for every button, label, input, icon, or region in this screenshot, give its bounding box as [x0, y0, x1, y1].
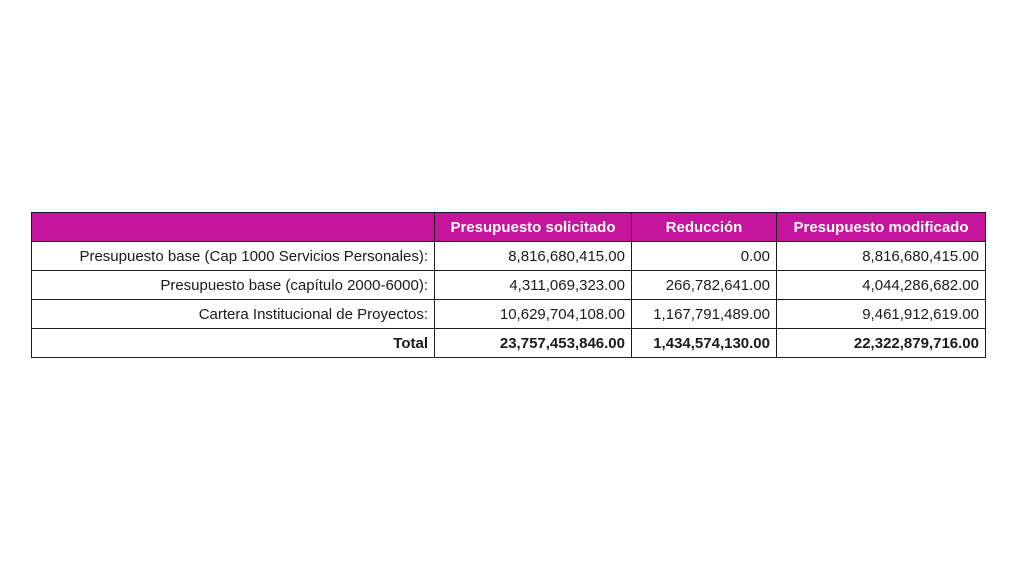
total-label: Total: [32, 329, 435, 358]
cell-modificado: 9,461,912,619.00: [777, 300, 986, 329]
total-modificado: 22,322,879,716.00: [777, 329, 986, 358]
cell-solicitado: 8,816,680,415.00: [435, 242, 632, 271]
cell-reduccion: 0.00: [632, 242, 777, 271]
total-row: [32, 329, 986, 358]
table-row: [32, 271, 986, 300]
table-row: [32, 242, 986, 271]
header-presupuesto-solicitado: Presupuesto solicitado: [435, 213, 632, 242]
table-row: [32, 300, 986, 329]
table-header: [32, 213, 986, 242]
cell-reduccion: 1,167,791,489.00: [632, 300, 777, 329]
cell-solicitado: 4,311,069,323.00: [435, 271, 632, 300]
cell-modificado: 4,044,286,682.00: [777, 271, 986, 300]
table-body: [32, 242, 986, 358]
row-label: Presupuesto base (Cap 1000 Servicios Personales):: [32, 242, 435, 271]
budget-table: [31, 212, 986, 358]
row-label: Cartera Institucional de Proyectos:: [32, 300, 435, 329]
header-presupuesto-modificado: Presupuesto modificado: [777, 213, 986, 242]
header-empty-cell: [32, 213, 435, 242]
total-reduccion: 1,434,574,130.00: [632, 329, 777, 358]
total-solicitado: 23,757,453,846.00: [435, 329, 632, 358]
row-label: Presupuesto base (capítulo 2000-6000):: [32, 271, 435, 300]
cell-solicitado: 10,629,704,108.00: [435, 300, 632, 329]
cell-modificado: 8,816,680,415.00: [777, 242, 986, 271]
cell-reduccion: 266,782,641.00: [632, 271, 777, 300]
header-reduccion: Reducción: [632, 213, 777, 242]
header-row: [32, 213, 986, 242]
